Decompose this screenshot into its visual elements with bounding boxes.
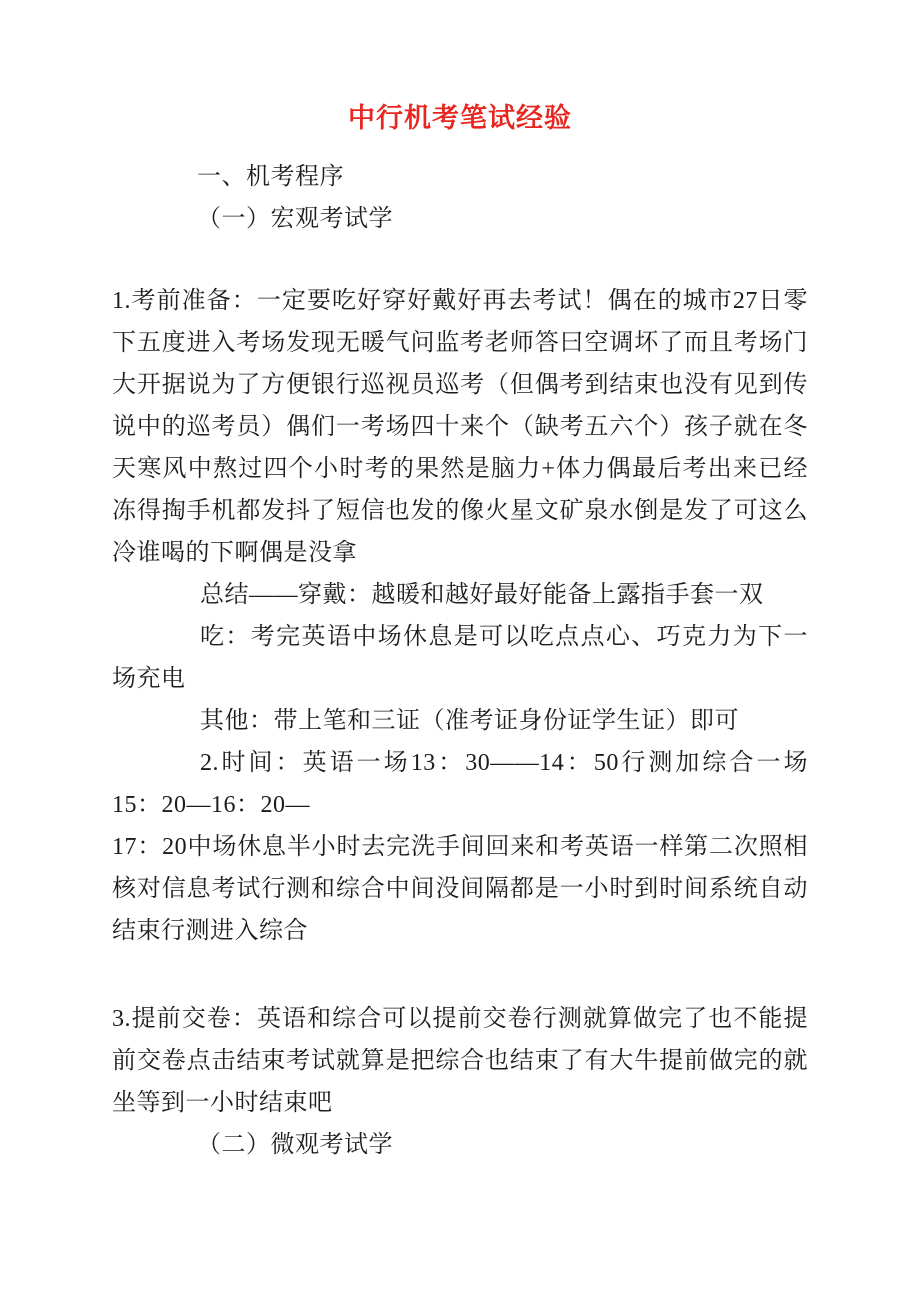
section-heading-exam-procedure: 一、机考程序 — [197, 164, 344, 190]
subsection-heading-micro-examology: （二）微观考试学 — [197, 1132, 393, 1158]
document-content — [0, 100, 920, 1166]
subsection-heading-macro-examology: （一）宏观考试学 — [197, 206, 393, 232]
paragraph-break-and-schedule: 17：20中场休息半小时去完洗手间回来和考英语一样第二次照相核对信息考试行测和综合中间没间隔都是一小时到时间系统自动结束行测进入综合 — [112, 834, 808, 944]
paragraph-exam-times: 2.时间：英语一场13：30——14：50行测加综合一场15：20—16：20— — [112, 750, 808, 818]
paragraph-early-submission: 3.提前交卷：英语和综合可以提前交卷行测就算做完了也不能提前交卷点击结束考试就算是把综合也结束了有大牛提前做完的就坐等到一小时结束吧 — [112, 1006, 808, 1116]
paragraph-other-items: 其他：带上笔和三证（准考证身份证学生证）即可 — [200, 708, 739, 734]
document-title: 中行机考笔试经验 — [348, 103, 572, 133]
paragraph-pre-exam-preparation: 1.考前准备：一定要吃好穿好戴好再去考试！偶在的城市27日零下五度进入考场发现无暖气问监考老师答曰空调坏了而且考场门大开据说为了方便银行巡视员巡考（但偶考到结束也没有见到传说中的巡考员）偶们一考场四十来个（缺考五六个）孩子就在冬天寒风中熬过四个小时考的果然是脑力+体力偶最后考出来已经冻得掏手机都发抖了短信也发的像火星文矿泉水倒是发了可这么冷谁喝的下啊偶是没拿 — [112, 288, 808, 566]
paragraph-summary-clothing: 总结——穿戴：越暖和越好最好能备上露指手套一双 — [200, 582, 764, 608]
paragraph-eating-tip: 吃：考完英语中场休息是可以吃点点心、巧克力为下一场充电 — [112, 624, 808, 692]
